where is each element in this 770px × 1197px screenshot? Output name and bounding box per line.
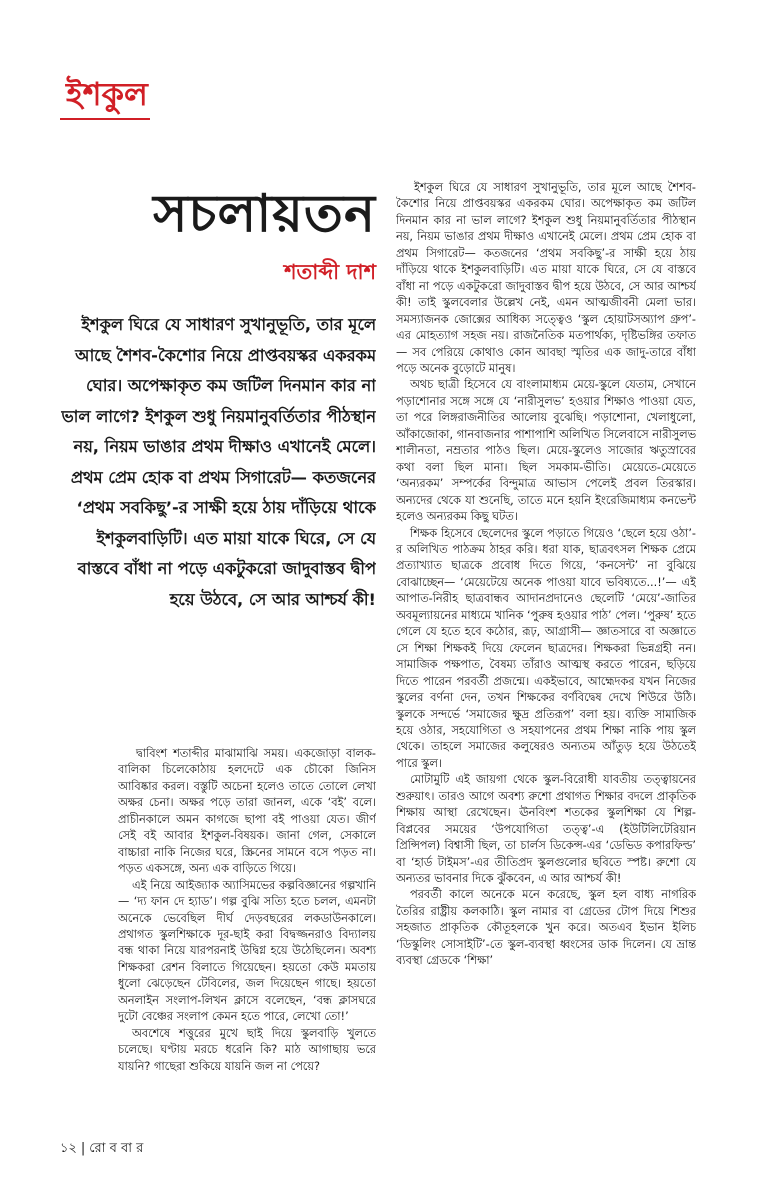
body-paragraph: এই নিয়ে আইজ্যাক অ্যাসিমভের কল্পবিজ্ঞানের গল্পখানি— ‘দ্য ফান দে হ্যাড’। গল্প বুঝি সত্যি হতে চলল, এমনটা অনেকে ভেবেছিল দীর্ঘ দেড়বছরের লকডাউনকালে। প্রথাগত স্কুলশিক্ষাকে দূর-ছাই করা বিদ্বজ্জনরাও বিদ্যালয় বন্ধ থাকা নিয়ে যারপরনাই উদ্বিগ্ন হয়ে উঠেছিলেন। অবশ্য শিক্ষকরা রেশন বিলাতে গিয়েছেন। হয়তো কেউ মমতায় ধুলো ঝেড়েছেন টেবিলের, জল দিয়েছেন গাছে। হয়তো অনলাইন সংলাপ-লিখন ক্লাসে বলেছেন, ‘বন্ধ ক্লাসঘরে দুটো বেঞ্চের সংলাপ কেমন হতে পারে, লেখো তো!’ bbox=[118, 878, 376, 1024]
body-paragraph: অবশেষে শত্তুরের মুখে ছাই দিয়ে স্কুলবাড়ি খুলতে চলেছে। ঘণ্টায় মরচে ধরেনি কি? মাঠ আগাছায় ভরে যায়নি? গাছেরা শুকিয়ে যায়নি জল না পেয়ে? bbox=[118, 1026, 376, 1073]
body-column-right bbox=[396, 180, 696, 1130]
page-number: ১২ bbox=[60, 1141, 77, 1156]
body-paragraph: দ্বাবিংশ শতাব্দীর মাঝামাঝি সময়। একজোড়া বালক-বালিকা চিলেকোঠায় হলদেটে এক চৌকো জিনিস আবিষ্কার করল। বস্তুটি অচেনা হলেও তাতে তোলে লেখা অক্ষর চেনা। অক্ষর পড়ে তারা জানল, একে ‘বই’ বলে। প্রাচীনকালে অমন কাগজে ছাপা বই পাওয়া যেত। জীর্ণ সেই বই আবার ইশকুল-বিষয়ক। জানা গেল, সেকালে বাচ্চারা নাকি নিজের ঘরে, স্ক্রিনের সামনে বসে পড়ত না। পড়ত একসঙ্গে, অন্য এক বাড়িতে গিয়ে। bbox=[118, 747, 376, 876]
article-title: সচলায়তন bbox=[153, 183, 376, 244]
lede-paragraph: ইশকুল ঘিরে যে সাধারণ সুখানুভূতি, তার মূলে আছে শৈশব-কৈশোর নিয়ে প্রাপ্তবয়স্কর একরকম ঘোর। অপেক্ষাকৃত কম জটিল দিনমান কার না ভাল লাগে? ইশকুল শুধু নিয়মানুবর্তিতার পীঠস্থান নয়, নিয়ম ভাঙার প্রথম দীক্ষাও এখানেই মেলে। প্রথম প্রেম হোক বা প্রথম সিগারেট— কতজনের ‘প্রথম সবকিছু’-র সাক্ষী হয়ে ঠায় দাঁড়িয়ে থাকে ইশকুলবাড়িটি। এত মায়া যাকে ঘিরে, সে যে বাস্তবে বাঁধা না পড়ে একটুকরো জাদুবাস্তব দ্বীপ হয়ে উঠবে, সে আর আশ্চর্য কী! bbox=[61, 315, 376, 609]
publication-name: রো ব বা র bbox=[89, 1141, 144, 1156]
footer-separator: | bbox=[80, 1141, 86, 1156]
body-paragraph: পরবর্তী কালে অনেকে মনে করেছে, স্কুল হল বাধ্য নাগরিক তৈরির রাষ্ট্রীয় কলকাঠি। স্কুল নামার বা গ্রেডের টোপ দিয়ে শিশুর সহজাত প্রাকৃতিক কৌতূহলকে খুন করে। অতএব ইভান ইলিচ ‘ডিস্কুলিং সোসাইটি’-তে স্কুল-ব্যবস্থা ধ্বংসের ডাক দিলেন। যে ভ্রান্ত ব্যবস্থা গ্রেডকে ‘শিক্ষা’ bbox=[396, 888, 696, 968]
body-column-left bbox=[118, 746, 376, 1126]
body-paragraph: অথচ ছাত্রী হিসেবে যে বাংলামাধ্যম মেয়ে-স্কুলে যেতাম, সেখানে পড়াশোনার সঙ্গে সঙ্গে যে ‘নারীসুলভ’ হওয়ার শিক্ষাও পাওয়া যেত, তা পরে লিঙ্গরাজনীতির আলোয় বুঝেছি। পড়াশোনা, খেলাধুলো, আঁকাজোকা, গানবাজনার পাশাপাশি অলিখিত সিলেবাসে নারীসুলভ শালীনতা, নম্রতার পাঠও ছিল। মেয়ে-স্কুলেও সাজোর ঋতুস্রাবের কথা বলা ছিল মানা। ছিল সমকাম-ভীতি। মেয়েতে-মেয়েতে ‘অন্যরকম’ সম্পর্কের বিন্দুমাত্র আভাস পেলেই প্রবল তিরস্কার। অন্যদের থেকে যা শুনেছি, তাতে মনে হয়নি ইংরেজিমাধ্যম কনভেন্ট হলেও অন্যরকম কিছু ঘটত। bbox=[396, 378, 696, 524]
section-rule bbox=[60, 118, 150, 120]
body-paragraph: ইশকুল ঘিরে যে সাধারণ সুখানুভূতি, তার মূলে আছে শৈশব-কৈশোর নিয়ে প্রাপ্তবয়স্কর একরকম ঘোর। অপেক্ষাকৃত কম জটিল দিনমান কার না ভাল লাগে? ইশকুল শুধু নিয়মানুবর্তিতার পীঠস্থান নয়, নিয়ম ভাঙার প্রথম দীক্ষাও এখানেই মেলে। প্রথম প্রেম হোক বা প্রথম সিগারেট— কতজনের ‘প্রথম সবকিছু’-র সাক্ষী হয়ে ঠায় দাঁড়িয়ে থাকে ইশকুলবাড়িটি। এত মায়া যাকে ঘিরে, সে যে বাস্তবে বাঁধা না পড়ে একটুকরো জাদুবাস্তব দ্বীপ হয়ে উঠবে, সে আর আশ্চর্য কী! তাই স্কুলবেলার উল্লেখ নেই, এমন আত্মজীবনী মেলা ভার। সমস্যাজনক জোক্সের আধিক্য সত্ত্বেও ‘স্কুল হোয়াটসঅ্যাপ গ্রুপ’-এর মোহত্যাগ সহজ নয়। রাজনৈতিক মতপার্থক্য, দৃষ্টিভঙ্গির তফাত— সব পেরিয়ে কোথাও কোন আবছা স্মৃতির এক জাদু-তারে বাঁধা পড়ে অনেক বুড়োটে মানুষ। bbox=[396, 181, 696, 375]
body-paragraph: শিক্ষক হিসেবে ছেলেদের স্কুলে পড়াতে গিয়েও ‘ছেলে হয়ে ওঠা’-র অলিখিত পাঠক্রম ঠাহর করি। ধরা যাক, ছাত্রবৎসল শিক্ষক প্রেমে প্রত্যাখ্যাত ছাত্রকে প্রবোধ দিতে গিয়ে, ‘কনসেন্ট’ না বুঝিয়ে বোঝাচ্ছেন— ‘মেয়েটেয়ে অনেক পাওয়া যাবে ভবিষ্যতে...!’— এই আপাত-নিরীহ ছাত্রবান্ধব আদানপ্রদানেও ছেলেটি ‘মেয়ে’-জাতির অবমূল্যায়নের মাধ্যমে খানিক ‘পুরুষ হওয়ার পাঠ’ পেল। ‘পুরুষ’ হতে গেলে যে হতে হবে কঠোর, রূঢ়, আগ্রাসী— জ্ঞাতসারে বা অজ্ঞাতে সে শিক্ষা শিক্ষকই দিয়ে ফেলেন ছাত্রদের। শিক্ষকরা ভিন্নগ্রহী নন। সামাজিক পক্ষপাত, বৈষম্য তাঁরাও আত্মস্থ করতে পারেন, ছড়িয়ে দিতে পারেন পরবর্তী প্রজন্মে। একইভাবে, আহ্মেদকর যখন নিজের স্কুলের বর্ণনা দেন, তখন শিক্ষকের বর্ণবিদ্বেষ দেখে শিউরে উঠি। স্কুলকে সন্দর্ভে ‘সমাজের ক্ষুদ্র প্রতিরূপ’ বলা হয়। ব্যক্তি সামাজিক হয়ে ওঠার, সহযোগিতা ও সহযাপনের প্রথম শিক্ষা নাকি পায় স্কুল থেকে। তাহলে সমাজের কলুষেরও অন্যতম আঁতুড় হয়ে উঠতেই পারে স্কুল। bbox=[396, 526, 696, 770]
section-label: ইশকুল bbox=[66, 75, 148, 113]
body-paragraph: মোটামুটি এই জায়গা থেকে স্কুল-বিরোধী যাবতীয় তত্ত্বায়নের শুরুয়াৎ। তারও আগে অবশ্য রুশো প্রথাগত শিক্ষার বদলে প্রাকৃতিক শিক্ষায় আস্থা রেখেছেন। ঊনবিংশ শতকের স্কুলশিক্ষা যে শিল্প-বিপ্লবের সময়ের ‘উপযোগিতা তত্ত্ব’-এ (ইউটিলিটেরিয়ান প্রিন্সিপল) বিশ্বাসী ছিল, তা চার্লস ডিকেন্স-এর ‘ডেভিড কপারফিল্ড’ বা ‘হার্ড টাইমস’-এর তীতিপ্রদ স্কুলগুলোর ছবিতে স্পষ্ট। রুশো যে অন্যতর ভাবনার দিকে ঝুঁকবেন, এ আর আশ্চর্য কী! bbox=[396, 773, 696, 886]
author-byline: শতাব্দী দাশ bbox=[284, 260, 376, 284]
page-footer bbox=[60, 1140, 143, 1158]
